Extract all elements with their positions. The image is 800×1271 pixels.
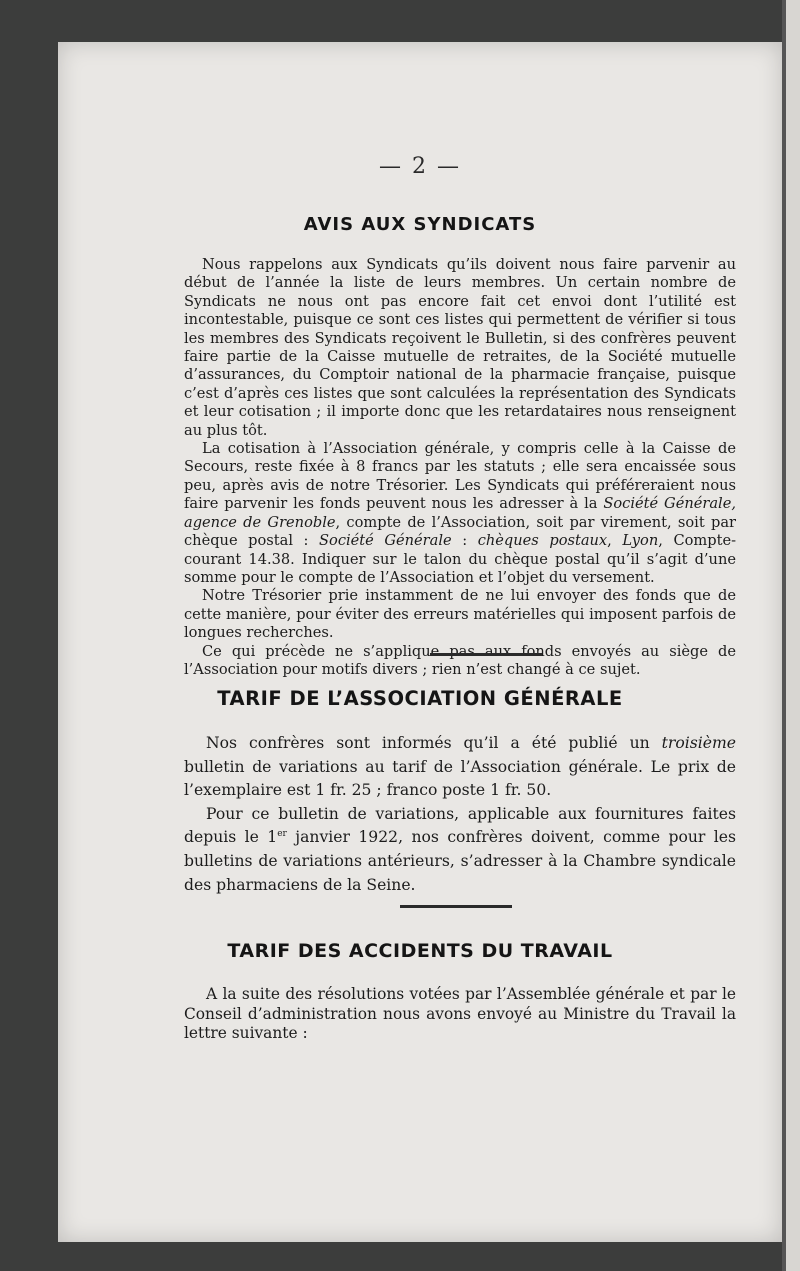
document-page (58, 42, 782, 1242)
section-body-tarif-accidents (184, 985, 736, 1044)
text-run: bulletin de variations au tarif de l’Association générale. Le prix de l’exemplaire est 1 fr. 25 ; franco poste 1 fr. 50. (184, 757, 736, 800)
text-run: Nos confrères sont informés qu’il a été publié un (206, 734, 662, 752)
paragraph: Nous rappelons aux Syndicats qu’ils doivent nous faire parvenir au début de l’année la liste de leurs membres. Un certain nombre de Syndicats ne nous ont pas encore fait cet envoi dont l’utilité est incontestable, puisque ce sont ces listes qui permettent de vérifier si tous les membres des Syndicats reçoivent le Bulletin, si des confrères peuvent faire partie de la Caisse mutuelle de retraites, de la Société mutuelle d’assurances, du Comptoir national de la pharmacie française, puisque c’est d’après ces listes que sont calculées la représentation des Syndicats et leur cotisation ; il importe donc que les retardataires nous renseignent au plus tôt. (184, 256, 736, 439)
text-run: , compte de l’Association, soit par virement, soit par chèque postal : (184, 513, 736, 550)
text-run: janvier 1922, nos confrères doivent, comme pour les bulletins de variations antérieurs, s’adresser à la Chambre syndicale des pharmaciens de la Seine. (184, 828, 737, 894)
paragraph: Notre Trésorier prie instamment de ne lui envoyer des fonds que de cette manière, pour éviter des erreurs matérielles qui imposent parfois de longues recherches. (184, 587, 736, 642)
text-run: : (451, 532, 478, 550)
italic-run: Société Générale, agence de Grenoble (184, 495, 736, 531)
italic-run: Lyon (622, 532, 659, 550)
text-run: Pour ce bulletin de variations, applicable aux fournitures faites depuis le 1 (184, 804, 736, 847)
superscript: er (277, 829, 287, 840)
paragraph (184, 803, 736, 897)
text-run: La cotisation à l’Association générale, y compris celle à la Caisse de Secours, reste fixée à 8 francs par les statuts ; elle sera encaissée sous peu, après avis de notre Trésorier. Les Syndicats qui préféreraient nous faire parvenir les fonds peuvent nous les adresser à la (184, 440, 736, 513)
section-body-avis-aux-syndicats (184, 256, 736, 679)
section-divider (400, 905, 512, 908)
section-title-tarif-association: TARIF DE L’ASSOCIATION GÉNÉRALE (217, 687, 623, 710)
italic-run: troisième (661, 734, 736, 752)
paragraph: Ce qui précède ne s’applique pas aux fonds envoyés au siège de l’Association pour motifs divers ; rien n’est changé à ce sujet. (184, 642, 736, 678)
italic-run: Société Générale (319, 532, 452, 550)
text-run: , (607, 532, 623, 550)
text-run: , Compte-courant 14.38. Indiquer sur le talon du chèque postal qu’il s’agit d’une somme pour le compte de l’Association et l’objet du versement. (184, 532, 737, 586)
paragraph: A la suite des résolutions votées par l’Assemblée générale et par le Conseil d’administration nous avons envoyé au Ministre du Travail la lettre suivante : (184, 985, 736, 1042)
section-title-avis-aux-syndicats: AVIS AUX SYNDICATS (303, 214, 537, 235)
section-divider (430, 653, 542, 656)
section-body-tarif-association (184, 732, 736, 897)
page-number: — 2 — (379, 154, 461, 179)
paragraph (184, 440, 736, 587)
paragraph (184, 732, 736, 803)
italic-run: chèques postaux (477, 532, 608, 550)
scan-edge (782, 0, 800, 1271)
section-title-tarif-accidents: TARIF DES ACCIDENTS DU TRAVAIL (227, 940, 613, 962)
